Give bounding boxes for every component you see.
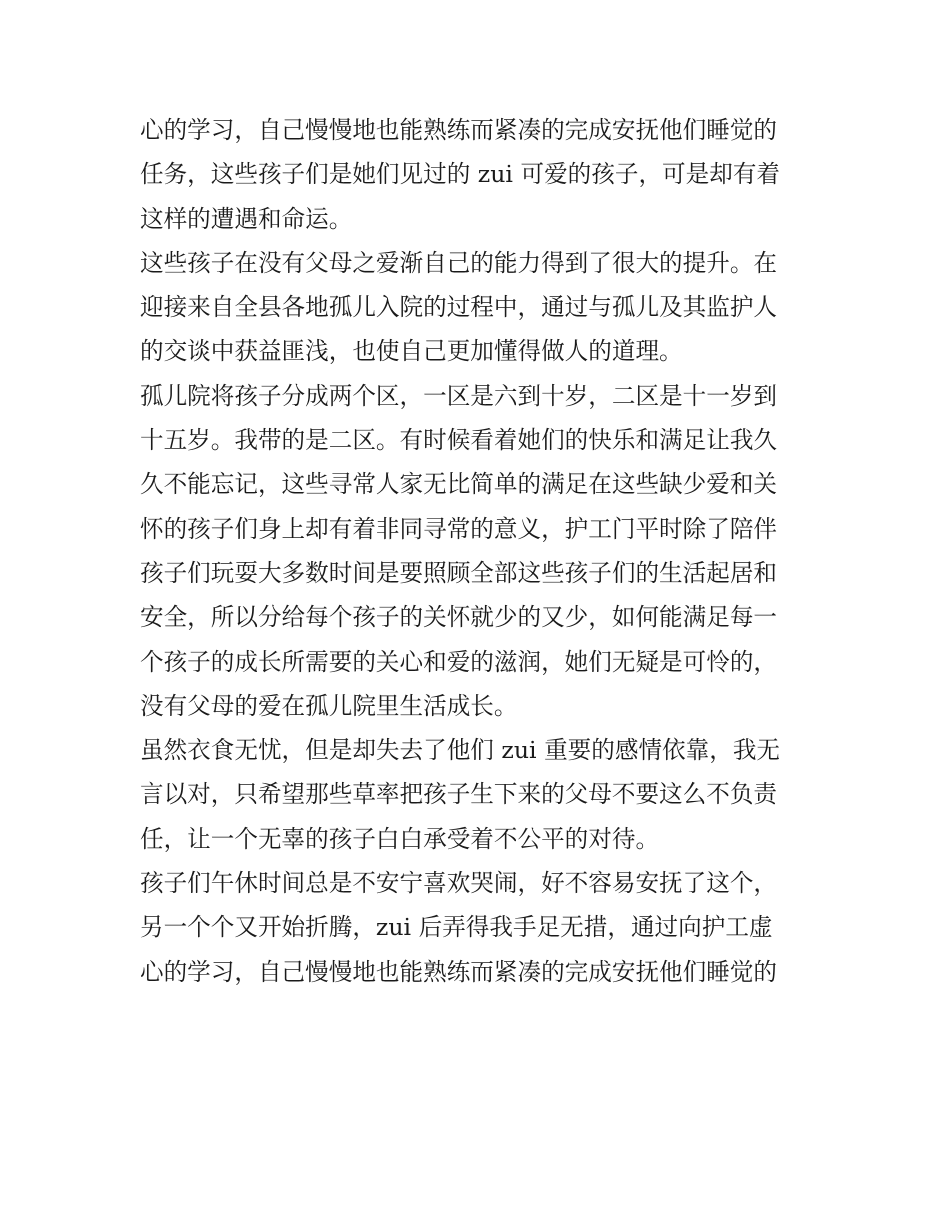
text-line: 心的学习，自己慢慢地也能熟练而紧凑的完成安抚他们睡觉的	[140, 957, 778, 986]
text-line: 久不能忘记，这些寻常人家无比简单的满足在这些缺少爱和关	[140, 470, 778, 499]
text-line: 个孩子的成长所需要的关心和爱的滋润，她们无疑是可怜的，	[140, 647, 778, 676]
text-line: 虽然衣食无忧，但是却失去了他们 zui 重要的感情依靠，我无	[140, 736, 781, 765]
text-line: 这样的遭遇和命运。	[140, 204, 353, 233]
text-line: 孩子们玩耍大多数时间是要照顾全部这些孩子们的生活起居和	[140, 558, 778, 587]
text-line: 心的学习，自己慢慢地也能熟练而紧凑的完成安抚他们睡觉的	[140, 116, 778, 144]
text-line: 孤儿院将孩子分成两个区，一区是六到十岁，二区是十一岁到	[140, 381, 778, 410]
text-line: 任务，这些孩子们是她们见过的 zui 可爱的孩子，可是却有着	[140, 160, 781, 189]
text-line: 这些孩子在没有父母之爱渐自己的能力得到了很大的提升。在	[140, 248, 778, 277]
text-line: 另一个个又开始折腾，zui 后弄得我手足无措，通过向护工虚	[140, 913, 773, 942]
document-body-text	[140, 108, 812, 994]
text-line: 言以对，只希望那些草率把孩子生下来的父母不要这么不负责	[140, 780, 778, 809]
text-line: 安全，所以分给每个孩子的关怀就少的又少，如何能满足每一	[140, 603, 778, 632]
text-line: 怀的孩子们身上却有着非同寻常的意义，护工门平时除了陪伴	[140, 514, 778, 543]
text-line: 任，让一个无辜的孩子白白承受着不公平的对待。	[140, 824, 660, 853]
text-line: 没有父母的爱在孤儿院里生活成长。	[140, 691, 518, 720]
text-line: 孩子们午休时间总是不安宁喜欢哭闹，好不容易安抚了这个，	[140, 869, 778, 898]
text-line: 十五岁。我带的是二区。有时候看着她们的快乐和满足让我久	[140, 426, 778, 455]
text-line: 的交谈中获益匪浅，也使自己更加懂得做人的道理。	[140, 337, 683, 366]
text-line: 迎接来自全县各地孤儿入院的过程中，通过与孤儿及其监护人	[140, 293, 778, 322]
